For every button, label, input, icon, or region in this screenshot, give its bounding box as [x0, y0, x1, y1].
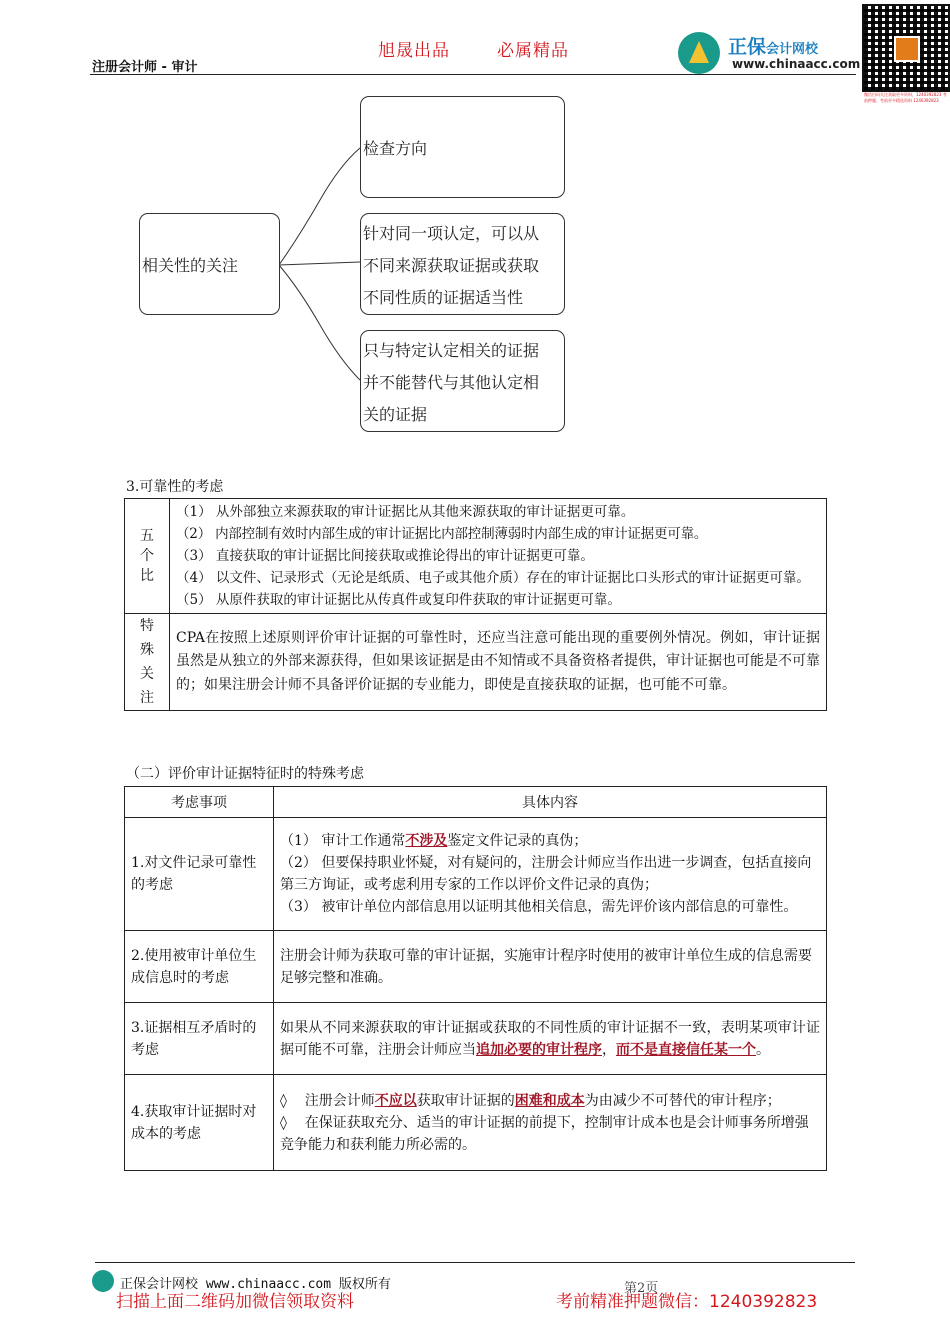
bullet-icon: ◊	[280, 1092, 287, 1109]
list-item: （3） 直接获取的审计证据比间接获取或推论得出的审计证据更可靠。	[176, 548, 594, 564]
row-item: 4.获取审计证据时对成本的考虑	[125, 1075, 274, 1171]
footer-promo-right: 考前精准押题微信：1240392823	[556, 1292, 818, 1312]
table-row	[125, 931, 827, 1003]
five-comparisons	[170, 499, 827, 614]
row-item: 2.使用被审计单位生成信息时的考虑	[125, 931, 274, 1003]
row-label-special: 特殊关注	[125, 614, 170, 711]
reliability-title: 3.可靠性的考虑	[126, 479, 224, 495]
footer-promo-left: 扫描上面二维码加微信领取资料	[116, 1292, 354, 1312]
list-item: （3） 被审计单位内部信息用以证明其他相关信息，需先评价该内部信息的可靠性。	[280, 899, 798, 915]
bullet-icon: ◊	[280, 1114, 287, 1131]
list-item: （2） 但要保持职业怀疑，对有疑问的，注册会计师应当作出进一步调查，包括直接向第三方询证，或考虑利用专家的工作以评价文件记录的真伪；	[280, 855, 812, 893]
page-number: 第2页	[624, 1281, 659, 1296]
list-item: （1） 审计工作通常不涉及鉴定文件记录的真伪；	[280, 833, 588, 849]
mindmap-branch-3: 只与特定认定相关的证据 并不能替代与其他认定相 关的证据	[360, 330, 565, 432]
list-item: （2） 内部控制有效时内部生成的审计证据比内部控制薄弱时内部生成的审计证据更可靠。	[176, 526, 708, 542]
row-content: 如果从不同来源获取的审计证据或获取的不同性质的审计证据不一致，表明某项审计证据可能不可靠，注册会计师应当追加必要的审计程序，而不是直接信任某一个。	[274, 1003, 827, 1075]
row-item: 1.对文件记录可靠性的考虑	[125, 818, 274, 931]
table-row	[125, 1003, 827, 1075]
footer-divider	[95, 1262, 855, 1263]
footer-copyright: 正保会计网校 www.chinaacc.com 版权所有	[120, 1277, 391, 1292]
special-table	[124, 786, 827, 1171]
row-content	[274, 818, 827, 931]
list-item: ◊ 注册会计师不应以获取审计证据的困难和成本为由减少不可替代的审计程序；	[280, 1092, 781, 1109]
mindmap-root: 相关性的关注	[139, 213, 280, 315]
list-item: （4） 以文件、记录形式（无论是纸质、电子或其他介质）存在的审计证据比口头形式的审计证据更可靠。	[176, 570, 810, 586]
table-row	[125, 499, 827, 614]
header-slogan-right: 必属精品	[497, 41, 569, 61]
list-item: ◊ 在保证获取充分、适当的审计证据的前提下，控制审计成本也是会计师事务所增强竞争能力和获利能力所必需的。	[280, 1114, 809, 1153]
subject-title: 注册会计师 - 审计	[92, 60, 198, 75]
logo-url: www.chinaacc.com	[732, 57, 861, 71]
list-item: （5） 从原件获取的审计证据比从传真件或复印件获取的审计证据更可靠。	[176, 592, 621, 608]
row-item: 3.证据相互矛盾时的考虑	[125, 1003, 274, 1075]
row-label-five: 五个比	[125, 499, 170, 614]
header-slogan-left: 旭晟出品	[378, 41, 450, 61]
column-header: 考虑事项	[125, 787, 274, 818]
column-header: 具体内容	[274, 787, 827, 818]
list-item: （1） 从外部独立来源获取的审计证据比从其他来源获取的审计证据更可靠。	[176, 504, 635, 520]
table-row	[125, 818, 827, 931]
table-row	[125, 1075, 827, 1171]
row-content	[274, 1075, 827, 1171]
mindmap-branch-1: 检查方向	[360, 96, 565, 198]
reliability-table	[124, 498, 827, 711]
table-row	[125, 614, 827, 711]
footer-logo-icon	[92, 1270, 114, 1292]
logo-brand: 正保会计网校	[728, 36, 819, 58]
qr-note: 微信扫码关注获取更多资料，1240392823 考前押题，考前更多精选资料 1240392823	[864, 92, 947, 103]
table-header-row	[125, 787, 827, 818]
row-content: 注册会计师为获取可靠的审计证据，实施审计程序时使用的被审计单位生成的信息需要足够完整和准确。	[274, 931, 827, 1003]
special-attention-text: CPA在按照上述原则评价审计证据的可靠性时，还应当注意可能出现的重要例外情况。例如，审计证据虽然是从独立的外部来源获得，但如果该证据是由不知情或不具备资格者提供，审计证据也可能是不可靠的；如果注册会计师不具备评价证据的专业能力，即使是直接获取的证据，也可能不可靠。	[170, 614, 827, 711]
special-title: （二）评价审计证据特征时的特殊考虑	[126, 766, 364, 782]
mindmap-branch-2: 针对同一项认定，可以从 不同来源获取证据或获取 不同性质的证据适当性	[360, 213, 565, 315]
